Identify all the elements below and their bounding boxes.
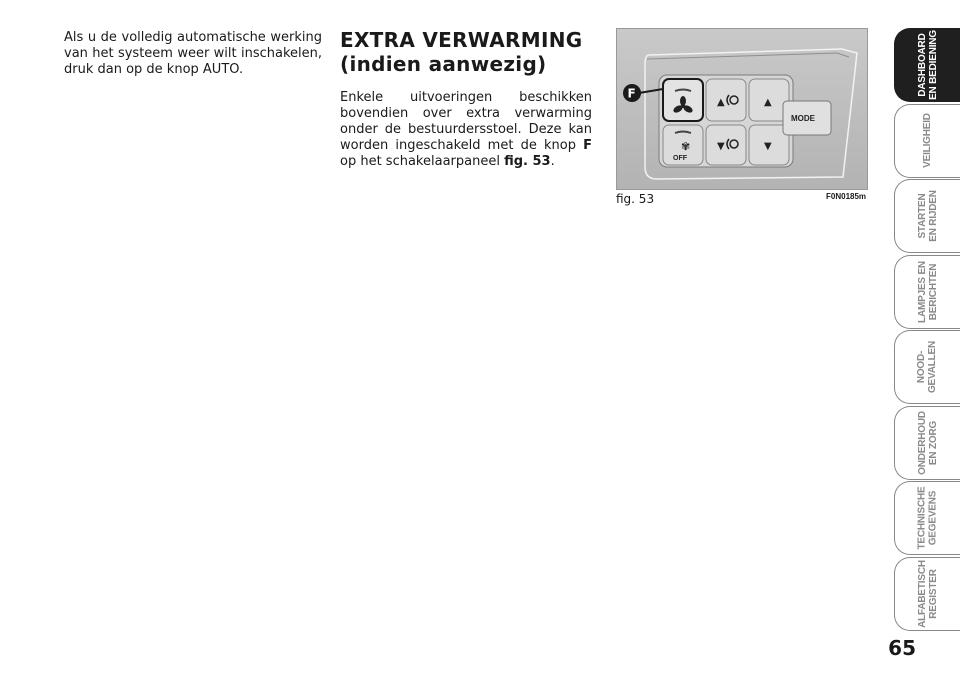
fan-small-icon: ✾: [681, 140, 691, 153]
section-body: [340, 90, 592, 170]
chapter-tab-label: [916, 341, 938, 393]
chapter-tab-6[interactable]: [894, 406, 960, 480]
arrow-down-icon-2: ▼: [764, 141, 772, 152]
chapter-tab-label-line2: EN ZORG: [927, 420, 939, 465]
body-text-2: op het schakelaarpaneel: [340, 154, 505, 169]
chapter-tab-label: [916, 486, 938, 549]
chapter-tab-label-line2: GEVALLEN: [927, 340, 939, 394]
off-label: OFF: [673, 155, 687, 162]
chapter-tab-label: [922, 113, 933, 168]
control-panel-illustration: [617, 29, 867, 189]
chapter-tab-label-line1: DASHBOARD: [916, 33, 928, 97]
arrow-up-icon-2: ▲: [764, 97, 772, 108]
chapter-tab-label: [917, 560, 939, 628]
chapter-tab-label: [917, 30, 939, 100]
chapter-tab-label-line2: BERICHTEN: [927, 263, 939, 320]
chapter-tab-1[interactable]: [894, 28, 960, 102]
airflow-up-button[interactable]: [706, 79, 746, 121]
chapter-tab-label-line1: ALFABETISCH: [916, 559, 928, 628]
heading-line-2: (indien aanwezig): [340, 52, 547, 76]
section-heading: [340, 28, 592, 76]
chapter-tab-label-line1: ONDERHOUD: [916, 410, 928, 475]
chapter-tab-label: [916, 411, 938, 475]
chapter-tab-label: [917, 261, 939, 323]
chapter-tab-label-line2: EN RIJDEN: [927, 190, 939, 242]
chapter-tab-4[interactable]: [894, 255, 960, 329]
chapter-tab-2[interactable]: [894, 104, 960, 178]
page-number: 65: [888, 636, 916, 660]
arrow-up-icon: ▲: [717, 97, 725, 108]
figure-53: [616, 28, 868, 190]
body-key-ref: F: [583, 138, 592, 153]
chapter-tab-label-line2: GEGEVENS: [927, 490, 939, 546]
mode-label: MODE: [791, 114, 815, 123]
chapter-tab-8[interactable]: [894, 557, 960, 631]
chapter-tab-5[interactable]: [894, 330, 960, 404]
body-fig-ref: fig. 53: [504, 154, 551, 169]
body-text-end: .: [550, 154, 555, 169]
chapter-tab-label-line1: LAMPJES EN: [916, 260, 928, 323]
airflow-down-button[interactable]: [706, 125, 746, 165]
left-paragraph: Als u de volledig automatische werking van het systeem weer wilt inschakelen, druk dan op de knop AUTO.: [64, 30, 322, 77]
chapter-tab-label: [916, 190, 938, 242]
chapter-tab-label-line1: NOOD-: [916, 350, 928, 384]
figure-code: F0N0185m: [826, 192, 867, 201]
callout-letter: F: [627, 86, 636, 101]
body-text-1: Enkele uitvoeringen beschikken bovendien over extra verwarming onder de bestuurdersstoel. Deze kan worden ingeschakeld met de knop: [340, 90, 592, 153]
arrow-down-icon: ▼: [717, 141, 725, 152]
chapter-tab-label-line1: TECHNISCHE: [916, 486, 928, 550]
chapter-tab-label-line1: VEILIGHEID: [922, 113, 933, 168]
chapter-tab-3[interactable]: [894, 179, 960, 253]
heading-line-1: EXTRA VERWARMING: [340, 28, 583, 52]
section-extra-verwarming: [340, 28, 592, 170]
chapter-tab-label-line2: EN BEDIENING: [927, 30, 939, 100]
figure-caption: fig. 53: [616, 192, 655, 206]
chapter-tab-7[interactable]: [894, 481, 960, 555]
chapter-tab-label-line1: STARTEN: [916, 193, 928, 239]
chapter-tab-label-line2: REGISTER: [927, 568, 939, 619]
